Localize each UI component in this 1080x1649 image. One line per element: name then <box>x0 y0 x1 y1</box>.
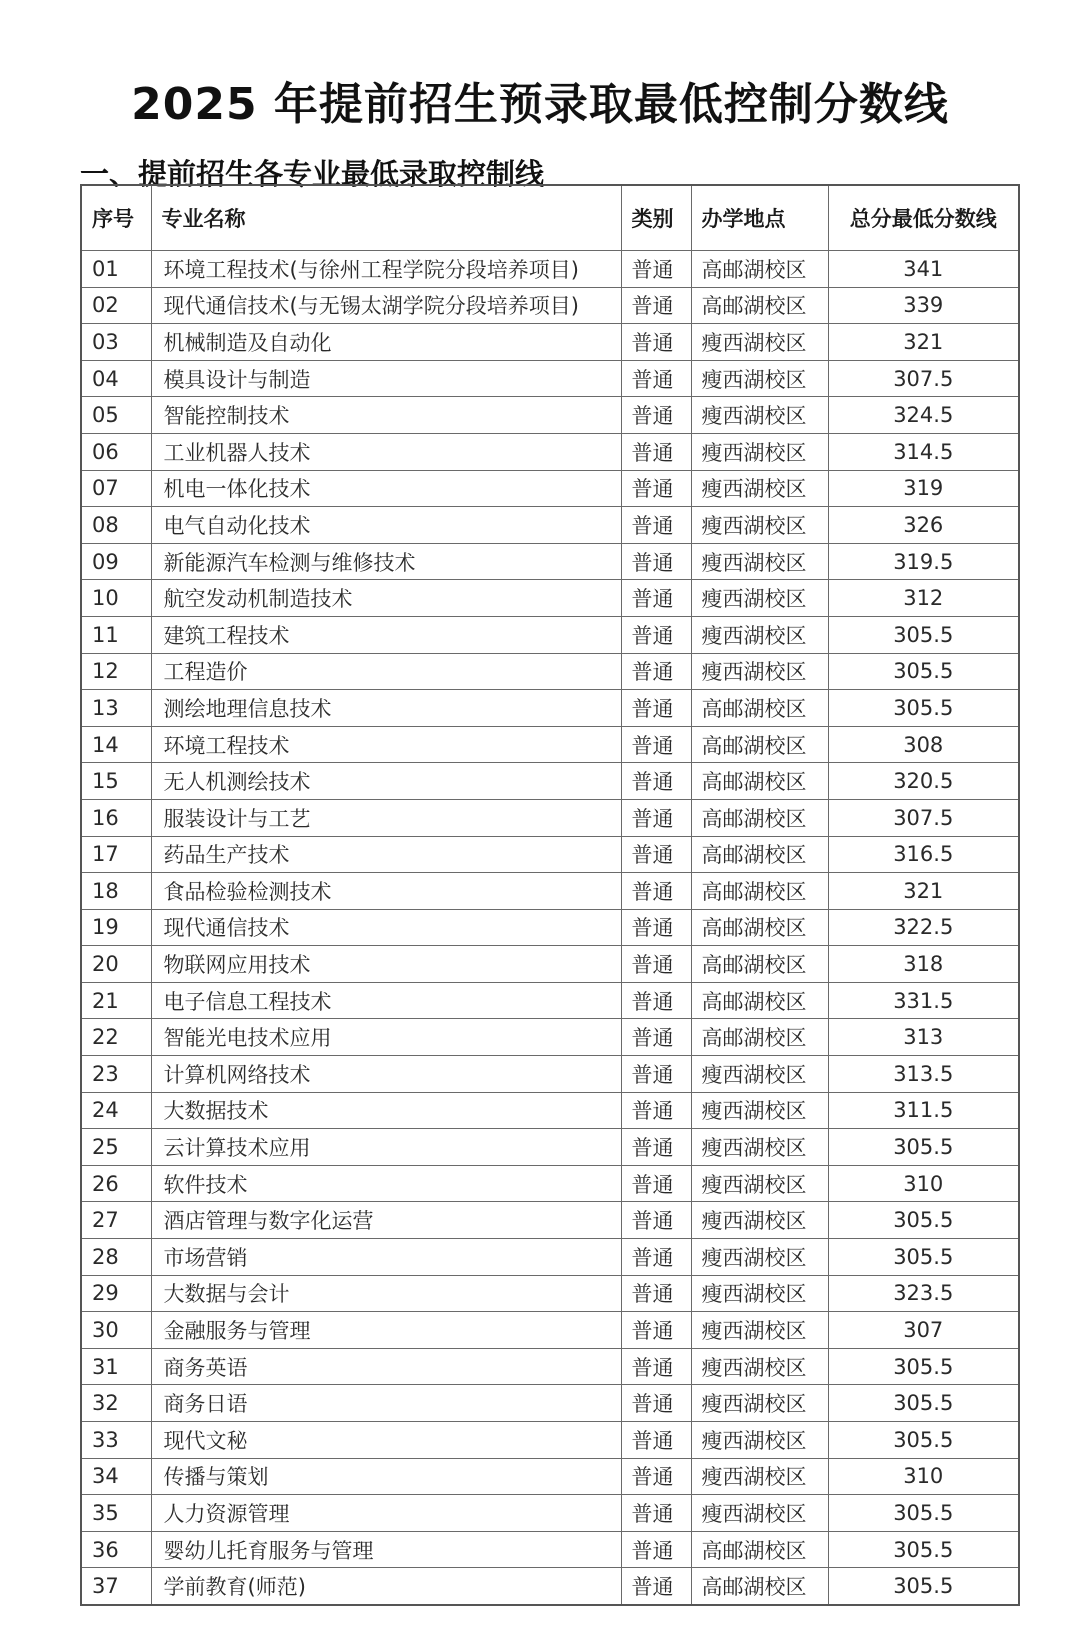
cell-campus: 瘦西湖校区 <box>691 616 828 653</box>
cell-no: 32 <box>81 1385 151 1422</box>
cell-campus: 瘦西湖校区 <box>691 470 828 507</box>
header-major-name: 专业名称 <box>151 185 621 251</box>
cell-min-score: 313 <box>828 1019 1019 1056</box>
cell-campus: 高邮湖校区 <box>691 763 828 800</box>
cell-no: 06 <box>81 433 151 470</box>
cell-major-name: 学前教育(师范) <box>151 1568 621 1605</box>
cell-type: 普通 <box>621 470 691 507</box>
cell-major-name: 大数据与会计 <box>151 1275 621 1312</box>
cell-no: 35 <box>81 1495 151 1532</box>
table-row <box>81 1129 1019 1166</box>
cell-type: 普通 <box>621 1495 691 1532</box>
cell-min-score: 323.5 <box>828 1275 1019 1312</box>
table-row <box>81 1275 1019 1312</box>
cell-major-name: 物联网应用技术 <box>151 946 621 983</box>
cell-campus: 瘦西湖校区 <box>691 1458 828 1495</box>
table-row <box>81 1531 1019 1568</box>
cell-min-score: 305.5 <box>828 690 1019 727</box>
cell-no: 21 <box>81 982 151 1019</box>
cell-type: 普通 <box>621 946 691 983</box>
cell-major-name: 酒店管理与数字化运营 <box>151 1202 621 1239</box>
cell-no: 27 <box>81 1202 151 1239</box>
cell-no: 12 <box>81 653 151 690</box>
section-title: 一、提前招生各专业最低录取控制线 <box>80 157 545 192</box>
cell-type: 普通 <box>621 909 691 946</box>
cell-major-name: 婴幼儿托育服务与管理 <box>151 1531 621 1568</box>
cell-type: 普通 <box>621 1312 691 1349</box>
cell-min-score: 313.5 <box>828 1056 1019 1093</box>
cell-major-name: 模具设计与制造 <box>151 360 621 397</box>
cell-min-score: 305.5 <box>828 1531 1019 1568</box>
cell-no: 03 <box>81 324 151 361</box>
cell-major-name: 环境工程技术 <box>151 726 621 763</box>
cell-no: 11 <box>81 616 151 653</box>
cell-type: 普通 <box>621 1458 691 1495</box>
cell-min-score: 308 <box>828 726 1019 763</box>
cell-no: 22 <box>81 1019 151 1056</box>
cell-min-score: 305.5 <box>828 1129 1019 1166</box>
cell-campus: 瘦西湖校区 <box>691 1092 828 1129</box>
table-row <box>81 580 1019 617</box>
cell-min-score: 311.5 <box>828 1092 1019 1129</box>
table-row <box>81 1568 1019 1605</box>
cell-min-score: 341 <box>828 251 1019 288</box>
cell-type: 普通 <box>621 1568 691 1605</box>
cell-no: 02 <box>81 287 151 324</box>
cell-no: 07 <box>81 470 151 507</box>
cell-major-name: 现代通信技术 <box>151 909 621 946</box>
table-row <box>81 1202 1019 1239</box>
table-row <box>81 1019 1019 1056</box>
cell-major-name: 现代文秘 <box>151 1422 621 1459</box>
cell-no: 30 <box>81 1312 151 1349</box>
cell-type: 普通 <box>621 580 691 617</box>
cell-major-name: 建筑工程技术 <box>151 616 621 653</box>
table-row <box>81 324 1019 361</box>
cell-campus: 高邮湖校区 <box>691 1531 828 1568</box>
cell-campus: 瘦西湖校区 <box>691 1348 828 1385</box>
cell-campus: 高邮湖校区 <box>691 799 828 836</box>
cell-major-name: 云计算技术应用 <box>151 1129 621 1166</box>
cell-major-name: 环境工程技术(与徐州工程学院分段培养项目) <box>151 251 621 288</box>
table-row <box>81 873 1019 910</box>
cell-type: 普通 <box>621 1129 691 1166</box>
table-row <box>81 397 1019 434</box>
cell-no: 19 <box>81 909 151 946</box>
table-body <box>81 251 1019 1605</box>
cell-major-name: 现代通信技术(与无锡太湖学院分段培养项目) <box>151 287 621 324</box>
cell-campus: 高邮湖校区 <box>691 836 828 873</box>
cell-min-score: 326 <box>828 507 1019 544</box>
cell-major-name: 计算机网络技术 <box>151 1056 621 1093</box>
table-header-row <box>81 185 1019 251</box>
cell-no: 16 <box>81 799 151 836</box>
cell-campus: 瘦西湖校区 <box>691 1385 828 1422</box>
table-row <box>81 799 1019 836</box>
cell-no: 17 <box>81 836 151 873</box>
cell-major-name: 电气自动化技术 <box>151 507 621 544</box>
cell-no: 01 <box>81 251 151 288</box>
cell-campus: 瘦西湖校区 <box>691 397 828 434</box>
cell-campus: 高邮湖校区 <box>691 251 828 288</box>
cell-type: 普通 <box>621 1385 691 1422</box>
cell-min-score: 305.5 <box>828 1348 1019 1385</box>
table-row <box>81 1495 1019 1532</box>
cell-type: 普通 <box>621 1422 691 1459</box>
cell-min-score: 305.5 <box>828 1202 1019 1239</box>
cell-type: 普通 <box>621 251 691 288</box>
cell-type: 普通 <box>621 653 691 690</box>
cell-major-name: 商务英语 <box>151 1348 621 1385</box>
cell-major-name: 智能光电技术应用 <box>151 1019 621 1056</box>
cell-min-score: 305.5 <box>828 1568 1019 1605</box>
cell-major-name: 工业机器人技术 <box>151 433 621 470</box>
cell-campus: 瘦西湖校区 <box>691 1129 828 1166</box>
cell-min-score: 310 <box>828 1165 1019 1202</box>
table-row <box>81 1422 1019 1459</box>
cell-type: 普通 <box>621 982 691 1019</box>
cell-campus: 瘦西湖校区 <box>691 1275 828 1312</box>
cell-min-score: 314.5 <box>828 433 1019 470</box>
cell-no: 28 <box>81 1239 151 1276</box>
cell-major-name: 传播与策划 <box>151 1458 621 1495</box>
cell-min-score: 318 <box>828 946 1019 983</box>
cell-no: 13 <box>81 690 151 727</box>
cell-min-score: 321 <box>828 873 1019 910</box>
cell-campus: 高邮湖校区 <box>691 1019 828 1056</box>
cell-major-name: 商务日语 <box>151 1385 621 1422</box>
cell-major-name: 金融服务与管理 <box>151 1312 621 1349</box>
table-row <box>81 946 1019 983</box>
cell-major-name: 测绘地理信息技术 <box>151 690 621 727</box>
cell-campus: 瘦西湖校区 <box>691 1165 828 1202</box>
table-row <box>81 1385 1019 1422</box>
cell-min-score: 339 <box>828 287 1019 324</box>
cell-type: 普通 <box>621 1092 691 1129</box>
cell-no: 14 <box>81 726 151 763</box>
table-row <box>81 1348 1019 1385</box>
cell-type: 普通 <box>621 763 691 800</box>
cell-type: 普通 <box>621 507 691 544</box>
cell-min-score: 305.5 <box>828 653 1019 690</box>
cell-no: 09 <box>81 543 151 580</box>
cell-major-name: 无人机测绘技术 <box>151 763 621 800</box>
cell-no: 36 <box>81 1531 151 1568</box>
cell-min-score: 322.5 <box>828 909 1019 946</box>
cell-no: 31 <box>81 1348 151 1385</box>
cell-major-name: 智能控制技术 <box>151 397 621 434</box>
score-table <box>80 184 1020 1606</box>
cell-campus: 瘦西湖校区 <box>691 580 828 617</box>
cell-campus: 瘦西湖校区 <box>691 324 828 361</box>
cell-campus: 瘦西湖校区 <box>691 360 828 397</box>
cell-min-score: 305.5 <box>828 616 1019 653</box>
cell-major-name: 新能源汽车检测与维修技术 <box>151 543 621 580</box>
cell-type: 普通 <box>621 360 691 397</box>
document-title: 2025 年提前招生预录取最低控制分数线 <box>131 79 949 131</box>
header-campus: 办学地点 <box>691 185 828 251</box>
header-type: 类别 <box>621 185 691 251</box>
table-row <box>81 1092 1019 1129</box>
cell-campus: 瘦西湖校区 <box>691 653 828 690</box>
cell-major-name: 航空发动机制造技术 <box>151 580 621 617</box>
cell-type: 普通 <box>621 324 691 361</box>
cell-type: 普通 <box>621 1348 691 1385</box>
cell-no: 33 <box>81 1422 151 1459</box>
table-row <box>81 287 1019 324</box>
cell-min-score: 305.5 <box>828 1239 1019 1276</box>
table-row <box>81 543 1019 580</box>
cell-min-score: 310 <box>828 1458 1019 1495</box>
cell-campus: 瘦西湖校区 <box>691 507 828 544</box>
table-row <box>81 690 1019 727</box>
cell-min-score: 307 <box>828 1312 1019 1349</box>
cell-no: 23 <box>81 1056 151 1093</box>
table-row <box>81 726 1019 763</box>
cell-campus: 高邮湖校区 <box>691 287 828 324</box>
cell-campus: 瘦西湖校区 <box>691 1056 828 1093</box>
cell-type: 普通 <box>621 726 691 763</box>
cell-type: 普通 <box>621 433 691 470</box>
cell-min-score: 305.5 <box>828 1495 1019 1532</box>
cell-min-score: 307.5 <box>828 360 1019 397</box>
cell-no: 20 <box>81 946 151 983</box>
table-row <box>81 763 1019 800</box>
cell-min-score: 319.5 <box>828 543 1019 580</box>
cell-major-name: 人力资源管理 <box>151 1495 621 1532</box>
cell-type: 普通 <box>621 1531 691 1568</box>
cell-type: 普通 <box>621 616 691 653</box>
cell-no: 37 <box>81 1568 151 1605</box>
cell-campus: 瘦西湖校区 <box>691 1312 828 1349</box>
table-row <box>81 251 1019 288</box>
cell-type: 普通 <box>621 287 691 324</box>
cell-min-score: 324.5 <box>828 397 1019 434</box>
cell-no: 05 <box>81 397 151 434</box>
table-row <box>81 1165 1019 1202</box>
header-no: 序号 <box>81 185 151 251</box>
cell-major-name: 机电一体化技术 <box>151 470 621 507</box>
cell-min-score: 312 <box>828 580 1019 617</box>
cell-campus: 瘦西湖校区 <box>691 1422 828 1459</box>
cell-campus: 高邮湖校区 <box>691 726 828 763</box>
table-row <box>81 909 1019 946</box>
table-row <box>81 836 1019 873</box>
cell-type: 普通 <box>621 873 691 910</box>
table-row <box>81 1458 1019 1495</box>
cell-no: 10 <box>81 580 151 617</box>
cell-no: 08 <box>81 507 151 544</box>
cell-min-score: 307.5 <box>828 799 1019 836</box>
cell-major-name: 软件技术 <box>151 1165 621 1202</box>
cell-no: 15 <box>81 763 151 800</box>
cell-min-score: 319 <box>828 470 1019 507</box>
table-row <box>81 653 1019 690</box>
cell-type: 普通 <box>621 397 691 434</box>
cell-campus: 高邮湖校区 <box>691 1568 828 1605</box>
cell-type: 普通 <box>621 1202 691 1239</box>
cell-campus: 高邮湖校区 <box>691 690 828 727</box>
cell-major-name: 市场营销 <box>151 1239 621 1276</box>
cell-type: 普通 <box>621 1019 691 1056</box>
cell-min-score: 320.5 <box>828 763 1019 800</box>
cell-no: 24 <box>81 1092 151 1129</box>
cell-type: 普通 <box>621 1275 691 1312</box>
cell-no: 29 <box>81 1275 151 1312</box>
cell-major-name: 工程造价 <box>151 653 621 690</box>
table-row <box>81 360 1019 397</box>
cell-min-score: 305.5 <box>828 1422 1019 1459</box>
table-row <box>81 1239 1019 1276</box>
cell-major-name: 机械制造及自动化 <box>151 324 621 361</box>
cell-campus: 高邮湖校区 <box>691 946 828 983</box>
table-row <box>81 616 1019 653</box>
cell-type: 普通 <box>621 1239 691 1276</box>
cell-min-score: 331.5 <box>828 982 1019 1019</box>
cell-type: 普通 <box>621 1056 691 1093</box>
cell-type: 普通 <box>621 690 691 727</box>
cell-no: 34 <box>81 1458 151 1495</box>
cell-type: 普通 <box>621 799 691 836</box>
cell-no: 25 <box>81 1129 151 1166</box>
table-row <box>81 982 1019 1019</box>
cell-type: 普通 <box>621 1165 691 1202</box>
cell-campus: 瘦西湖校区 <box>691 1239 828 1276</box>
cell-major-name: 药品生产技术 <box>151 836 621 873</box>
cell-major-name: 大数据技术 <box>151 1092 621 1129</box>
cell-campus: 高邮湖校区 <box>691 982 828 1019</box>
cell-min-score: 321 <box>828 324 1019 361</box>
cell-major-name: 服装设计与工艺 <box>151 799 621 836</box>
cell-no: 26 <box>81 1165 151 1202</box>
table-row <box>81 433 1019 470</box>
cell-major-name: 电子信息工程技术 <box>151 982 621 1019</box>
cell-no: 18 <box>81 873 151 910</box>
cell-campus: 瘦西湖校区 <box>691 543 828 580</box>
cell-type: 普通 <box>621 543 691 580</box>
table-row <box>81 1312 1019 1349</box>
cell-campus: 瘦西湖校区 <box>691 1495 828 1532</box>
cell-campus: 高邮湖校区 <box>691 873 828 910</box>
cell-campus: 瘦西湖校区 <box>691 433 828 470</box>
cell-no: 04 <box>81 360 151 397</box>
table-row <box>81 507 1019 544</box>
cell-major-name: 食品检验检测技术 <box>151 873 621 910</box>
cell-type: 普通 <box>621 836 691 873</box>
table-row <box>81 470 1019 507</box>
cell-campus: 高邮湖校区 <box>691 909 828 946</box>
cell-min-score: 316.5 <box>828 836 1019 873</box>
table-row <box>81 1056 1019 1093</box>
cell-campus: 瘦西湖校区 <box>691 1202 828 1239</box>
cell-min-score: 305.5 <box>828 1385 1019 1422</box>
header-min-score: 总分最低分数线 <box>828 185 1019 251</box>
